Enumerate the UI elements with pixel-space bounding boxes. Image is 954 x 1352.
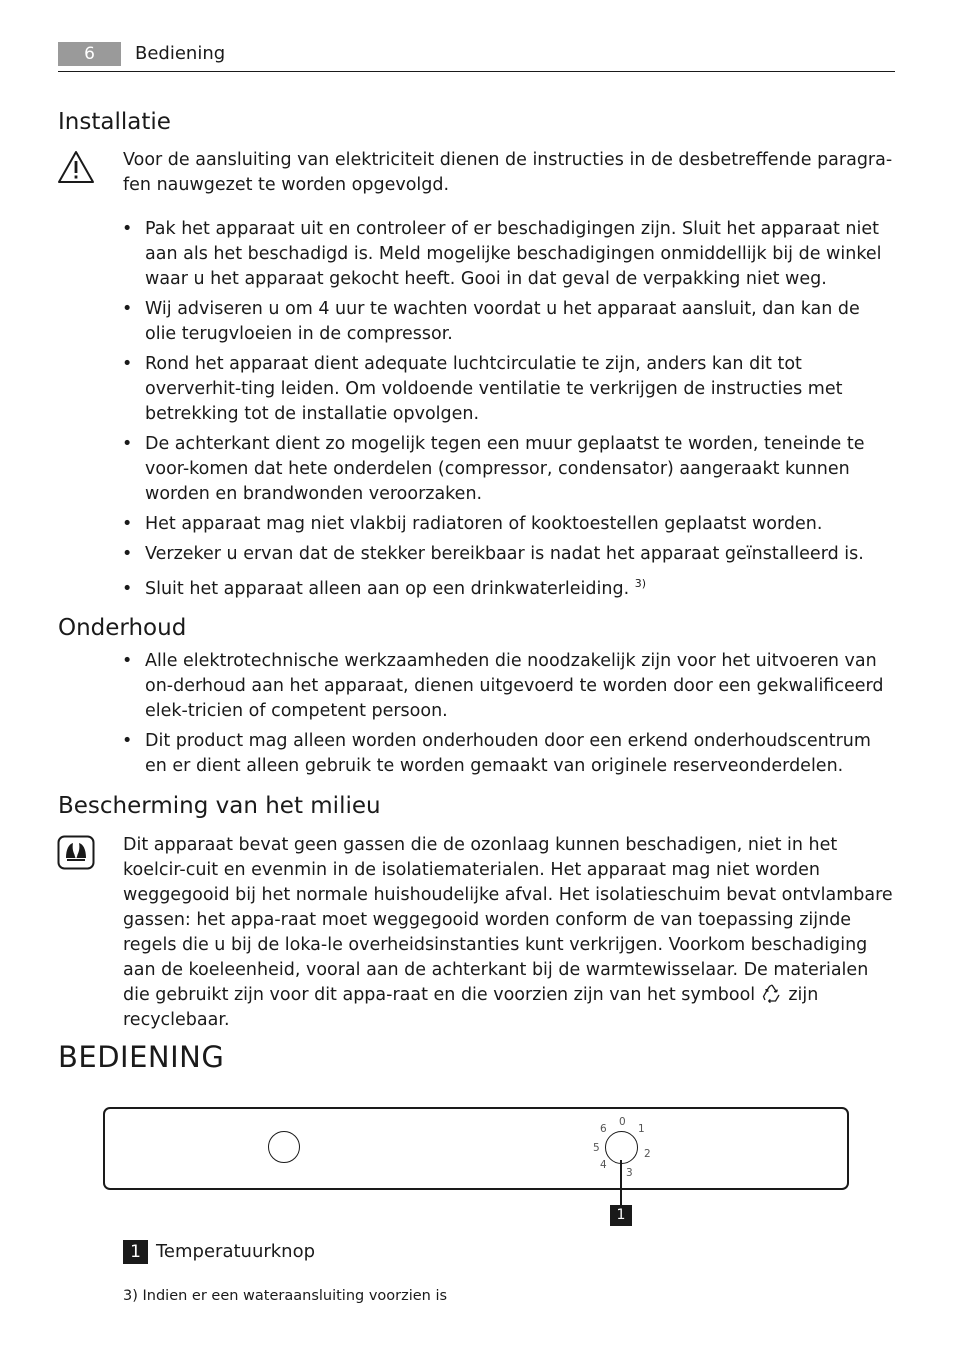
installation-warning-text: Voor de aansluiting van elektriciteit dienen de instructies in de desbetreffende paragra-fen nauwgezet te worden opgevolgd. [123, 150, 893, 195]
list-item: • Het apparaat mag niet vlakbij radiatoren of kooktoestellen geplaatst worden. [120, 512, 895, 537]
environment-text [123, 833, 895, 1033]
section-heading-installatie: Installatie [58, 109, 171, 135]
list-item: • Verzeker u ervan dat de stekker bereikbaar is nadat het apparaat geïnstalleerd is. [120, 542, 895, 567]
dial-number-0: 0 [619, 1116, 626, 1128]
footnote: 3) Indien er een wateraansluiting voorzien is [123, 1288, 448, 1304]
legend-number: 1 [123, 1240, 148, 1264]
page-section-title: BEDIENING [58, 1040, 225, 1074]
legend-label: Temperatuurknop [156, 1241, 316, 1262]
dial-number-4: 4 [600, 1159, 607, 1171]
list-item-text: Sluit het apparaat alleen aan op een drinkwaterleiding. [145, 579, 630, 599]
page-number: 6 [58, 42, 121, 66]
section-heading-milieu: Bescherming van het milieu [58, 793, 381, 819]
indicator-light [268, 1131, 300, 1163]
installation-list [120, 217, 895, 607]
section-heading-onderhoud: Onderhoud [58, 615, 187, 641]
maintenance-list [120, 649, 895, 784]
dial-number-5: 5 [593, 1142, 600, 1154]
control-panel-diagram [103, 1107, 849, 1190]
dial-number-3: 3 [626, 1167, 633, 1179]
list-item [120, 577, 895, 602]
dial-number-1: 1 [638, 1123, 645, 1135]
recycle-icon [761, 983, 783, 1003]
callout-number: 1 [610, 1205, 632, 1226]
dial-number-2: 2 [644, 1148, 651, 1160]
page-header [58, 40, 895, 72]
list-item: • De achterkant dient zo mogelijk tegen een muur geplaatst te worden, teneinde te voor-komen dat hete onderdelen (compressor, condensator) aangeraakt kunnen worden en brandwonden veroorzaken. [120, 432, 895, 507]
list-item: • Alle elektrotechnische werkzaamheden die noodzakelijk zijn voor het uitvoeren van on-derhoud aan het apparaat, dienen uitgevoerd te worden door een gekwalificeerd elek-tricien of competent persoon. [120, 649, 895, 724]
dial-number-6: 6 [600, 1123, 607, 1135]
environment-leaf-icon [57, 835, 95, 870]
temperature-knob [605, 1131, 638, 1164]
environment-text-end: zijn recyclebaar. [123, 985, 819, 1030]
list-item: • Dit product mag alleen worden onderhouden door een erkend onderhoudscentrum en er dient alleen gebruik te worden gemaakt van originele reserveonderdelen. [120, 729, 895, 779]
list-item: • Rond het apparaat dient adequate luchtcirculatie te zijn, anders kan dit tot oververhit-ting leiden. Om voldoende ventilatie te verkrijgen de instructies met betrekking tot de installatie opvolgen. [120, 352, 895, 427]
header-title: Bediening [135, 43, 226, 64]
list-item: • Pak het apparaat uit en controleer of er beschadigingen zijn. Sluit het apparaat niet aan als het beschadigd is. Meld mogelijke beschadigingen onmiddellijk bij de winkel waar u het apparaat gekocht heeft. Gooi in dat geval de verpakking niet weg. [120, 217, 895, 292]
list-item: • Wij adviseren u om 4 uur te wachten voordat u het apparaat aansluit, dan kan de olie terugvloeien in de compressor. [120, 297, 895, 347]
environment-text-main: Dit apparaat bevat geen gassen die de ozonlaag kunnen beschadigen, niet in het koelcir-cuit en evenmin in de isolatiematerialen. Het apparaat mag niet worden weggegooid bij het normale huishoudelijke afval. Het isolatieschuim bevat ontvlambare gassen: het appa-raat moet weggegooid worden conform de van toepassing zijnde regels die u bij de loka-le overheidsinstanties kunt verkrijgen. Voorkom beschadiging aan de koeleenheid, vooral aan de achterkant bij de warmtewisselaar. De materialen die gebruikt zijn voor dit appa-raat en die voorzien zijn van het symbool [123, 835, 893, 1005]
warning-triangle-icon [57, 149, 95, 185]
callout-line [620, 1160, 622, 1206]
footnote-reference: 3) [634, 577, 647, 590]
